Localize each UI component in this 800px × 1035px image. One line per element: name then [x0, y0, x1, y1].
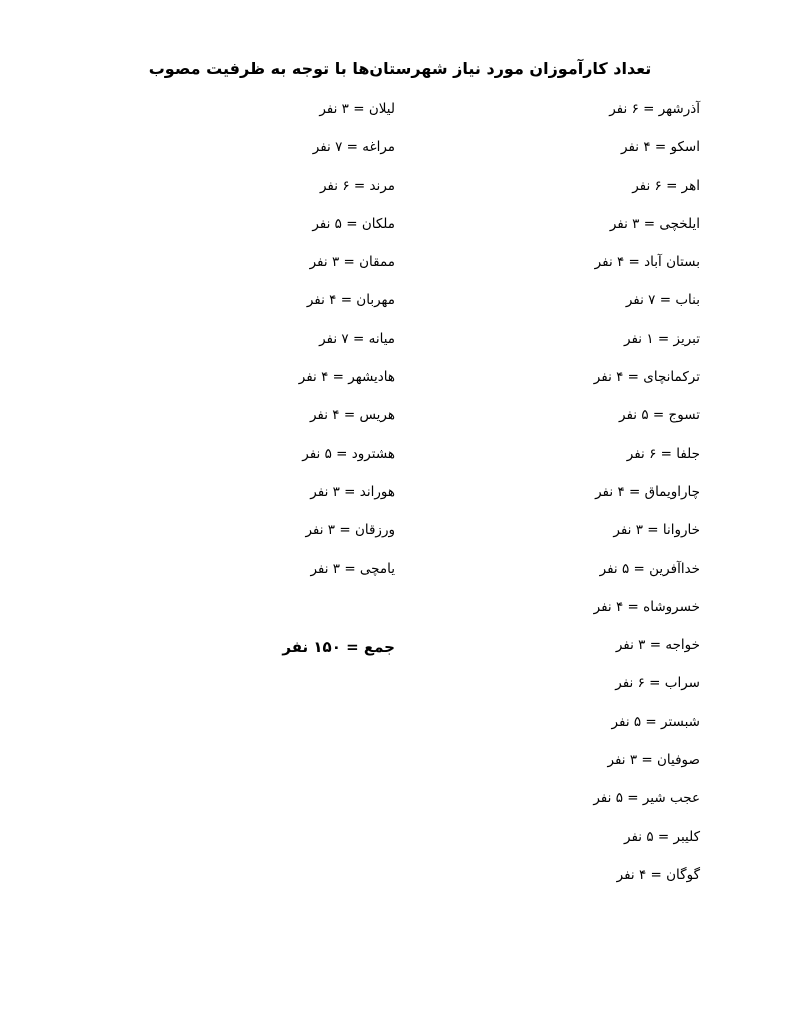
list-item: سراب = ۶ نفر [615, 675, 700, 692]
list-item: یامچی = ۳ نفر [310, 560, 395, 577]
list-item: لیلان = ۳ نفر [319, 101, 395, 117]
list-item: جلفا = ۶ نفر [626, 445, 700, 462]
list-item: هادیشهر = ۴ نفر [298, 369, 395, 386]
list-item: ترکمانچای = ۴ نفر [593, 369, 700, 386]
list-item: شبستر = ۵ نفر [611, 713, 700, 730]
list-item: خسروشاه = ۴ نفر [593, 598, 700, 615]
list-item: اهر = ۶ نفر [632, 177, 700, 194]
list-item: هریس = ۴ نفر [309, 407, 395, 424]
list-item: گوگان = ۴ نفر [616, 866, 700, 883]
document-title: تعداد کارآموزان مورد نیاز شهرستان‌ها با توجه به ظرفیت مصوب [148, 59, 652, 78]
list-item: صوفیان = ۳ نفر [607, 752, 700, 769]
list-item: میانه = ۷ نفر [319, 330, 395, 347]
list-item: تبریز = ۱ نفر [624, 330, 700, 347]
list-item: ملکان = ۵ نفر [312, 215, 395, 232]
list-item: خواجه = ۳ نفر [615, 637, 700, 654]
list-item: هشترود = ۵ نفر [302, 445, 395, 462]
list-item: بستان آباد = ۴ نفر [594, 254, 700, 271]
county-list-right [470, 94, 700, 898]
list-item: خداآفرین = ۵ نفر [599, 560, 700, 577]
list-item: عجب شیر = ۵ نفر [593, 790, 700, 807]
list-item: کلیبر = ۵ نفر [624, 828, 700, 845]
list-item: تسوج = ۵ نفر [619, 407, 700, 424]
county-list-left [165, 94, 395, 592]
list-item: چاراویماق = ۴ نفر [595, 483, 700, 500]
list-item: بناب = ۷ نفر [625, 292, 700, 309]
list-item: مهربان = ۴ نفر [306, 292, 395, 309]
list-item: ورزقان = ۳ نفر [305, 522, 395, 539]
list-item: آذرشهر = ۶ نفر [609, 101, 700, 117]
list-item: هوراند = ۳ نفر [310, 483, 395, 500]
list-item: خاروانا = ۳ نفر [613, 522, 700, 539]
list-item: ممقان = ۳ نفر [309, 254, 395, 271]
list-item: ایلخچی = ۳ نفر [609, 215, 700, 232]
total-count: جمع = ۱۵۰ نفر [282, 638, 395, 656]
list-item: مراغه = ۷ نفر [312, 139, 395, 156]
list-item: اسکو = ۴ نفر [621, 139, 700, 156]
list-item: مرند = ۶ نفر [319, 177, 395, 194]
